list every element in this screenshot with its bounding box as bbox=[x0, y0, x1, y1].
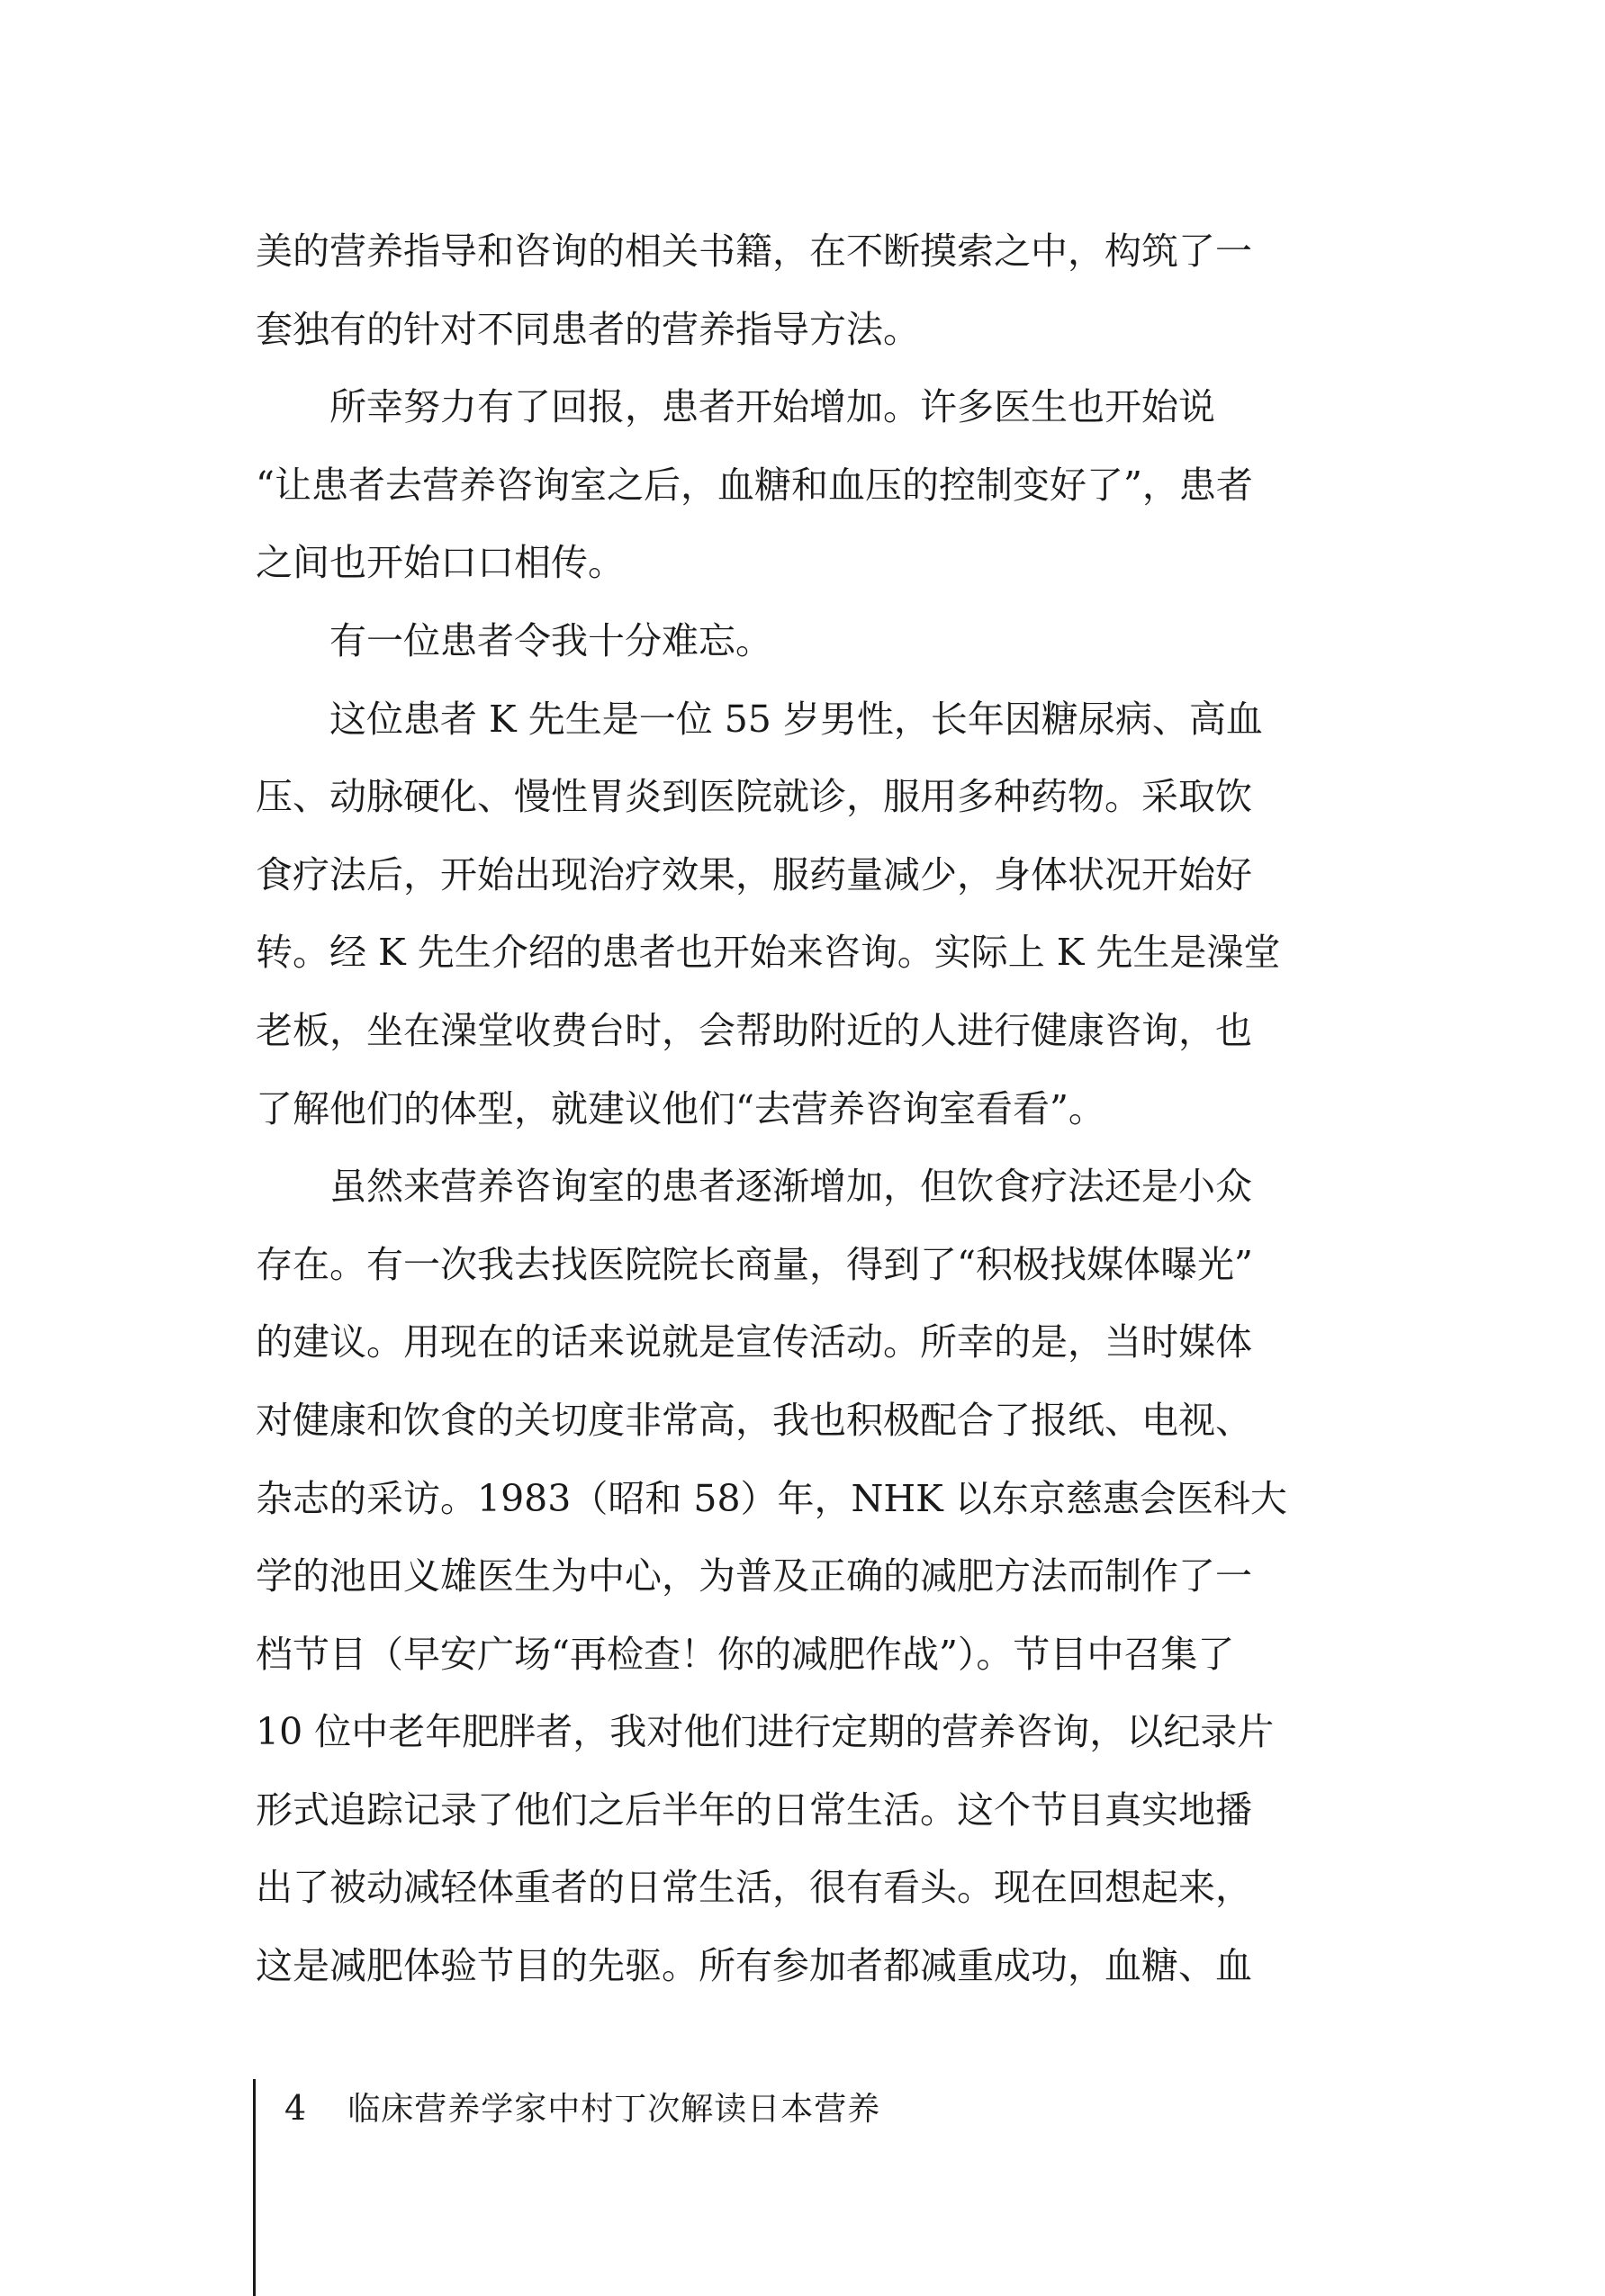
text-line: 出了被动减轻体重者的日常生活，很有看头。现在回想起来， bbox=[256, 1866, 1252, 1910]
text-line: 所幸努力有了回报，患者开始增加。许多医生也开始说 bbox=[256, 385, 1215, 429]
text-line: “让患者去营养咨询室之后，血糖和血压的控制变好了”，患者 bbox=[256, 463, 1253, 507]
body-text bbox=[256, 212, 1350, 2005]
text-line: 了解他们的体型，就建议他们“去营养咨询室看看”。 bbox=[256, 1086, 1105, 1130]
text-line: 的建议。用现在的话来说就是宣传活动。所幸的是，当时媒体 bbox=[256, 1320, 1252, 1364]
text-line: 虽然来营养咨询室的患者逐渐增加，但饮食疗法还是小众 bbox=[256, 1165, 1252, 1209]
text-line: 食疗法后，开始出现治疗效果，服药量减少，身体状况开始好 bbox=[256, 852, 1252, 896]
running-title: 临床营养学家中村丁次解读日本营养 bbox=[347, 2091, 881, 2128]
page-number: 4 bbox=[284, 2088, 307, 2128]
text-line: 档节目（早安广场“再检查！你的减肥作战”）。节目中召集了 bbox=[256, 1632, 1235, 1676]
text-line: 有一位患者令我十分难忘。 bbox=[256, 618, 772, 662]
text-line: 美的营养指导和咨询的相关书籍，在不断摸索之中，构筑了一 bbox=[256, 230, 1252, 273]
text-line: 对健康和饮食的关切度非常高，我也积极配合了报纸、电视、 bbox=[256, 1398, 1252, 1442]
text-line: 这是减肥体验节目的先驱。所有参加者都减重成功，血糖、血 bbox=[256, 1944, 1252, 1988]
text-line: 老板，坐在澡堂收费台时，会帮助附近的人进行健康咨询，也 bbox=[256, 1008, 1252, 1052]
page-footer bbox=[284, 2081, 880, 2135]
text-line: 压、动脉硬化、慢性胃炎到医院就诊，服用多种药物。采取饮 bbox=[256, 775, 1252, 819]
text-line: 杂志的采访。1983（昭和 58）年，NHK 以东京慈惠会医科大 bbox=[256, 1476, 1287, 1520]
text-line: 学的池田义雄医生为中心，为普及正确的减肥方法而制作了一 bbox=[256, 1554, 1252, 1598]
text-line: 套独有的针对不同患者的营养指导方法。 bbox=[256, 307, 920, 351]
footer-divider bbox=[253, 2079, 256, 2296]
text-line: 转。经 K 先生介绍的患者也开始来咨询。实际上 K 先生是澡堂 bbox=[256, 931, 1281, 975]
text-line: 10 位中老年肥胖者，我对他们进行定期的营养咨询，以纪录片 bbox=[256, 1710, 1275, 1754]
text-line: 存在。有一次我去找医院院长商量，得到了“积极找媒体曝光” bbox=[256, 1242, 1253, 1286]
text-line: 这位患者 K 先生是一位 55 岁男性，长年因糖尿病、高血 bbox=[256, 697, 1263, 741]
text-line: 之间也开始口口相传。 bbox=[256, 541, 625, 585]
text-line: 形式追踪记录了他们之后半年的日常生活。这个节目真实地播 bbox=[256, 1787, 1252, 1832]
